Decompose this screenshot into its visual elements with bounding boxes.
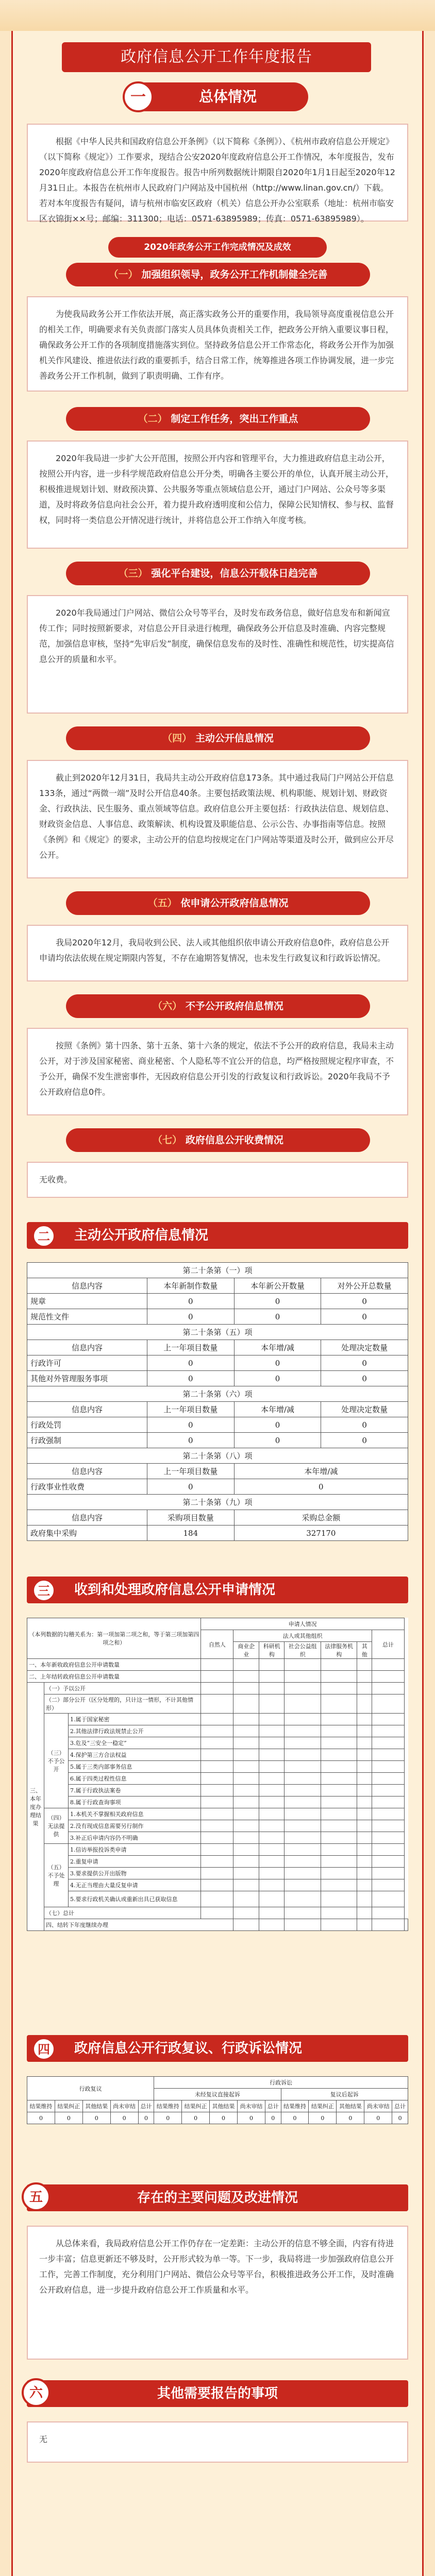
- s4-cell: 0: [364, 2112, 392, 2124]
- s4-cell: 0: [337, 2112, 364, 2124]
- t1-cell: 0: [234, 1294, 321, 1309]
- s4-cell: 0: [82, 2112, 110, 2124]
- s3-row-label: 一、本年新收政府信息公开申请数量: [27, 1659, 201, 1671]
- t1-col: 本年新制作数量: [147, 1278, 234, 1294]
- s4-table: [27, 2076, 408, 2124]
- s3-row-label: 4.保护第三方合法权益: [69, 1749, 201, 1761]
- section-1-number: 一: [123, 81, 154, 112]
- s3-legal-col: 其他: [357, 1642, 372, 1659]
- t4-cell: 0: [147, 1479, 234, 1495]
- s3-side-result: 三、本年度办理结果: [27, 1683, 44, 1931]
- para-card-5: [27, 925, 408, 981]
- section-6-label: 其他需要报告的事项: [157, 2386, 278, 2401]
- s4-cell: 0: [281, 2112, 309, 2124]
- sub-label-4: [66, 726, 370, 750]
- t5-col: 采购总金额: [234, 1510, 408, 1526]
- s3-row-label: 5.属于三类内部事务信息: [69, 1761, 201, 1773]
- t3-cell: 行政强制: [27, 1433, 147, 1448]
- s3-row-label: 2.重复申请: [69, 1856, 201, 1868]
- s4-cell: 0: [265, 2112, 281, 2124]
- s5-text: 从总体来看，我局政府信息公开工作仍存在一定差距：主动公开的信息不够全面，内容有待进一步丰富；信息更新还不够及时，公开形式较为单一等。下一步，我局将进一步加强政府信息公开工作，完善工作制度，充分利用门户网站、微信公众号等平台，积极推进政务公开工作，及时准确公开政府信息，进一步提升政府信息公开工作质量和水平。: [39, 2239, 394, 2295]
- t3-cell: 0: [321, 1433, 408, 1448]
- sub-label-7-num: （七）: [153, 1134, 182, 1146]
- t4-head: 第二十条第（八）项: [27, 1448, 408, 1464]
- para-card-3: [27, 595, 408, 714]
- t2-col: 处理决定数量: [321, 1340, 408, 1355]
- s3-row-label: 2.没有现成信息需要另行制作: [69, 1820, 201, 1832]
- s3-row-label: （二）部分公开（区分处理的，只计这一情形，不计其他情形）: [44, 1694, 201, 1714]
- s4-cell: 0: [238, 2112, 265, 2124]
- s4-cell: 0: [110, 2112, 138, 2124]
- s6-card: [27, 2421, 408, 2463]
- t5-cell: 184: [147, 1526, 234, 1541]
- s6-text: 无: [39, 2434, 48, 2444]
- s4-head-lit1: 未经复议直接起诉: [154, 2089, 281, 2100]
- s3-head-top: 申请人情况: [201, 1618, 405, 1630]
- s3-row-label: 3.补正后申请内容仍不明确: [69, 1832, 201, 1844]
- s4-col: 结果纠正: [55, 2100, 82, 2112]
- t2-cell: 其他对外管理服务事项: [27, 1371, 147, 1386]
- section-6-title: [27, 2380, 408, 2407]
- sub-label-3-text: 强化平台建设，信息公开载体日趋完善: [151, 568, 318, 579]
- section-3-number: 三: [32, 1579, 56, 1602]
- s3-legal-col: 社会公益组织: [285, 1642, 321, 1659]
- section-1-label: 总体情况: [198, 88, 257, 105]
- section-6-number: 六: [22, 2378, 51, 2407]
- s3-row-label: （七）总计: [44, 1907, 201, 1919]
- t5-col: 采购项目数量: [147, 1510, 234, 1526]
- s3-head-legal: 法人或其他组织: [233, 1630, 372, 1642]
- t2-head: 第二十条第（五）项: [27, 1325, 408, 1340]
- t1-cell: 0: [147, 1294, 234, 1309]
- s4-col: 结果维持: [27, 2100, 55, 2112]
- para-card-2: [27, 440, 408, 549]
- t1-col: 信息内容: [27, 1278, 147, 1294]
- sub-label-1-text: 加强组织领导，政务公开工作机制健全完善: [141, 269, 328, 280]
- sub-label-3-num: （三）: [118, 568, 148, 579]
- t4-col: 本年增/减: [234, 1464, 408, 1479]
- sub-label-5-text: 依申请公开政府信息情况: [180, 897, 289, 909]
- s3-head-natural: 自然人: [201, 1630, 233, 1659]
- s4-cell: 0: [182, 2112, 210, 2124]
- t1-cell: 0: [321, 1294, 408, 1309]
- section-2-title: [27, 1222, 408, 1249]
- t1-cell: 0: [321, 1309, 408, 1325]
- s4-col: 尚未审结: [364, 2100, 392, 2112]
- t2-cell: 行政许可: [27, 1355, 147, 1371]
- s4-col: 总计: [138, 2100, 154, 2112]
- para-3: 2020年我局通过门户网站、微信公众号等平台，及时发布政务信息，做好信息发布和新闻宣传工作；同时按照新要求，对信息公开目录进行梳理，确保政务公开信息及时准确、内容完整规范，加强信息审核，坚持“先审后发”制度，确保信息发布的及时性、准确性和规范性，切实提高信息公开的质量和水平。: [39, 608, 394, 664]
- s4-col: 其他结果: [210, 2100, 238, 2112]
- sub-label-6-text: 不予公开政府信息情况: [185, 1001, 283, 1012]
- t1-cell: 0: [234, 1309, 321, 1325]
- para-1: 为使我局政务公开工作依法开展，高正落实政务公开的重要作用，我局领导高度重视信息公开的相关工作，明确要求有关负责部门落实人员具体负责相关工作，把政务公开纳入重要议事日程，确保政务公开工作的各项制度措施落实到位。坚持政务信息公开工作常态化，将政务公开作为加强机关作风建设、推进依法行政的重要抓手，结合日常工作，统筹推进各项工作协调发展，进一步完善政务公开工作机制，做到了职责明确、工作有序。: [39, 309, 394, 381]
- t1-cell: 规章: [27, 1294, 147, 1309]
- s3-row-label: 4.无正当理由大量反复申请: [69, 1879, 201, 1891]
- s4-head-lit2: 复议后起诉: [281, 2089, 408, 2100]
- para-6: 按照《条例》第十四条、第十五条、第十六条的规定，依法不予公开的政府信息，我局未主动公开，对于涉及国家秘密、商业秘密、个人隐私等不宜公开的信息，均严格按照规定程序审查，不予公开，确保不发生泄密事件，无因政府信息公开引发的行政复议和行政诉讼。2020年我局不予公开政府信息0件。: [39, 1041, 394, 1097]
- t5-col: 信息内容: [27, 1510, 147, 1526]
- section-3-title: [27, 1577, 408, 1603]
- s4-cell: 0: [27, 2112, 55, 2124]
- t4-col: 信息内容: [27, 1464, 147, 1479]
- section-4-label: 政府信息公开行政复议、行政诉讼情况: [74, 2041, 303, 2056]
- sub-label-7: [66, 1128, 370, 1152]
- s3-row-label: 1.本机关不掌握相关政府信息: [69, 1808, 201, 1820]
- section-2-number: 二: [32, 1224, 56, 1248]
- t5-head: 第二十条第（九）项: [27, 1495, 408, 1510]
- s3-legal-col: 法律服务机构: [321, 1642, 357, 1659]
- s4-cell: 0: [392, 2112, 408, 2124]
- para-2: 2020年我局进一步扩大公开范围，按照公开内容和管理平台，大力推进政府信息主动公开，按照公开内容，进一步科学规范政府信息公开分类，明确各主要公开的单位，认真开展主动公开，积极推进规划计划、财政预决算、公共服务等重点领域信息公开，通过门户网站、公众号等多渠道，及时将政务信息向社会公开，着力提升政府透明度和公信力，保障公民知情权、参与权、监督权，同时将一类信息公开情况进行统计，并将信息公开工作纳入年度考核。: [39, 453, 394, 525]
- intro-text: 根据《中华人民共和国政府信息公开条例》（以下简称《条例》）、《杭州市政府信息公开规定》（以下简称《规定》）工作要求，现结合公安2020年度政府信息公开工作情况，本年度报告，发布2020年度政府信息公开工作年度报告。报告中所列数据统计期限自2020年1月1日起至2020年12月31日止。本报告在杭州市人民政府门户网站及中国杭州（http://www.linan.gov.cn/）下载。若对本年度报告有疑问，请与杭州市临安区政府（机关）信息公开办公室联系（地址：杭州市临安区衣锦街××号；邮编：311300；电话：0571-63895989；传真：0571-63895989）。: [39, 137, 395, 224]
- s3-row-label: 3.危及“三安全一稳定”: [69, 1737, 201, 1749]
- s3-row-label: 1.属于国家秘密: [69, 1714, 201, 1725]
- t3-col: 处理决定数量: [321, 1402, 408, 1417]
- sub-label-1-num: （一）: [108, 269, 138, 280]
- summary-pill: 2020年政务公开工作完成情况及成效: [108, 237, 327, 258]
- t3-cell: 0: [234, 1417, 321, 1433]
- s3-row-label: 8.属于行政查询事项: [69, 1797, 201, 1808]
- s4-col: 总计: [392, 2100, 408, 2112]
- s4-col: 尚未审结: [238, 2100, 265, 2112]
- t3-head: 第二十条第（六）项: [27, 1386, 408, 1402]
- t2-col: 上一年项目数量: [147, 1340, 234, 1355]
- para-card-6: [27, 1028, 408, 1115]
- sub-label-2-text: 制定工作任务，突出工作重点: [171, 413, 298, 425]
- s3-row-label: 7.属于行政执法案卷: [69, 1785, 201, 1797]
- s4-col: 结果纠正: [182, 2100, 210, 2112]
- s5-card: [27, 2226, 408, 2360]
- sub-label-6: [66, 994, 370, 1018]
- s4-cell: 0: [55, 2112, 82, 2124]
- s3-head-total: 总计: [372, 1630, 404, 1659]
- t2-cell: 0: [234, 1371, 321, 1386]
- s3-side-noprocess: （五）不予处理: [44, 1844, 69, 1907]
- s4-col: 尚未审结: [110, 2100, 138, 2112]
- top-decoration: [0, 0, 435, 31]
- s3-row-label: 6.属于四类过程性信息: [69, 1773, 201, 1785]
- s3-row-label: 二、上年结转政府信息公开申请数量: [27, 1671, 201, 1683]
- t5-cell: 政府集中采购: [27, 1526, 147, 1541]
- s4-head-review: 行政复议: [27, 2077, 154, 2100]
- sub-label-7-text: 政府信息公开收费情况: [185, 1134, 283, 1146]
- para-card-1: [27, 296, 408, 392]
- t3-cell: 0: [234, 1433, 321, 1448]
- s3-legal-col: 商业企业: [233, 1642, 259, 1659]
- section-3-label: 收到和处理政府信息公开申请情况: [74, 1582, 276, 1598]
- para-7: 无收费。: [39, 1175, 73, 1184]
- s4-col: 其他结果: [82, 2100, 110, 2112]
- s3-row-label: 1.信访举报投诉类申请: [69, 1844, 201, 1856]
- s3-row-label: 3.要求提供公开出版物: [69, 1868, 201, 1879]
- intro-card: [27, 124, 408, 222]
- s4-col: 结果维持: [281, 2100, 309, 2112]
- s4-col: 结果纠正: [309, 2100, 337, 2112]
- s4-col: 结果维持: [154, 2100, 182, 2112]
- t4-cell: 行政事业性收费: [27, 1479, 147, 1495]
- s3-legal-col: 科研机构: [259, 1642, 285, 1659]
- s3-corner: （本列数据的勾稽关系为：第一项加第二项之和，等于第三项加第四项之和）: [27, 1618, 201, 1659]
- section-5-title: [27, 2184, 408, 2211]
- sub-label-5: [66, 891, 370, 915]
- t2-cell: 0: [321, 1355, 408, 1371]
- s4-cell: 0: [210, 2112, 238, 2124]
- section-5-number: 五: [22, 2182, 51, 2211]
- para-card-4: [27, 760, 408, 878]
- t2-col: 本年增/减: [234, 1340, 321, 1355]
- t1-cell: 规范性文件: [27, 1309, 147, 1325]
- sub-label-4-num: （四）: [162, 733, 192, 744]
- s4-col: 其他结果: [337, 2100, 364, 2112]
- s3-row-label: 四、结转下年度继续办理: [44, 1919, 233, 1931]
- t2-cell: 0: [234, 1355, 321, 1371]
- section-4-title: [27, 2035, 408, 2062]
- s4-cell: 0: [154, 2112, 182, 2124]
- sub-label-1: [66, 263, 370, 286]
- sub-label-6-num: （六）: [153, 1001, 182, 1012]
- t3-cell: 行政处罚: [27, 1417, 147, 1433]
- sub-label-2-num: （二）: [138, 413, 168, 425]
- s3-table: [27, 1618, 408, 1931]
- t1-col: 本年新公开数量: [234, 1278, 321, 1294]
- t2-cell: 0: [321, 1371, 408, 1386]
- t5-cell: 327170: [234, 1526, 408, 1541]
- t2-cell: 0: [147, 1355, 234, 1371]
- t4-col: 上一年项目数量: [147, 1464, 234, 1479]
- t2-col: 信息内容: [27, 1340, 147, 1355]
- s3-row-label: 5.要求行政机关确认或重新出具已获取信息: [69, 1891, 201, 1907]
- t3-col: 信息内容: [27, 1402, 147, 1417]
- sub-label-2: [66, 407, 370, 431]
- sub-label-4-text: 主动公开信息情况: [195, 733, 274, 744]
- sub-label-5-num: （五）: [147, 897, 177, 909]
- t3-cell: 0: [147, 1433, 234, 1448]
- s3-side-refuse: （三）不予公开: [44, 1714, 69, 1808]
- t4-cell: 0: [234, 1479, 408, 1495]
- t3-cell: 0: [147, 1417, 234, 1433]
- s3-side-unable: （四）无法提供: [44, 1808, 69, 1844]
- section-5-label: 存在的主要问题及改进情况: [137, 2190, 298, 2206]
- t2-cell: 0: [147, 1371, 234, 1386]
- t1-col: 对外公开总数量: [321, 1278, 408, 1294]
- section-4-number: 四: [32, 2037, 56, 2061]
- section-1-title: [127, 82, 308, 111]
- section-2-label: 主动公开政府信息情况: [74, 1228, 209, 1243]
- t3-col: 本年增/减: [234, 1402, 321, 1417]
- t1-head: 第二十条第（一）项: [27, 1263, 408, 1278]
- s4-col: 总计: [265, 2100, 281, 2112]
- t1-cell: 0: [147, 1309, 234, 1325]
- sub-label-3: [66, 562, 370, 585]
- s2-table: [27, 1262, 408, 1541]
- para-5: 我局2020年12月，我局收到公民、法人或其他组织依申请公开政府信息0件，政府信息公开申请均依法依规在规定期限内答复，不存在逾期答复情况，也未发生行政复议和行政诉讼情况。: [39, 938, 390, 963]
- t3-cell: 0: [321, 1417, 408, 1433]
- s3-row-label: （一）予以公开: [44, 1683, 201, 1694]
- page-title: 政府信息公开工作年度报告: [62, 42, 371, 72]
- s4-cell: 0: [309, 2112, 337, 2124]
- para-4: 截止到2020年12月31日，我局共主动公开政府信息173条。其中通过我局门户网站公开信息133条，通过“两微一端”及时公开信息40条。主要包括政策法规、机构职能、规划计划、财政资金、行政执法、民生服务、重点领域等信息。政府信息公开主要包括：行政执法信息、规划信息、财政资金信息、人事信息、政策解读、机构设置及职能信息、公示公告、办事指南等信息。按照《条例》和《规定》的要求，主动公开的信息均按规定在门户网站等渠道及时公开，做到应公开尽公开。: [39, 773, 394, 860]
- s4-head-lit: 行政诉讼: [154, 2077, 408, 2089]
- t3-col: 上一年项目数量: [147, 1402, 234, 1417]
- para-card-7: [27, 1162, 408, 1198]
- s3-row-label: 2.其他法律行政法规禁止公开: [69, 1725, 201, 1737]
- s4-cell: 0: [138, 2112, 154, 2124]
